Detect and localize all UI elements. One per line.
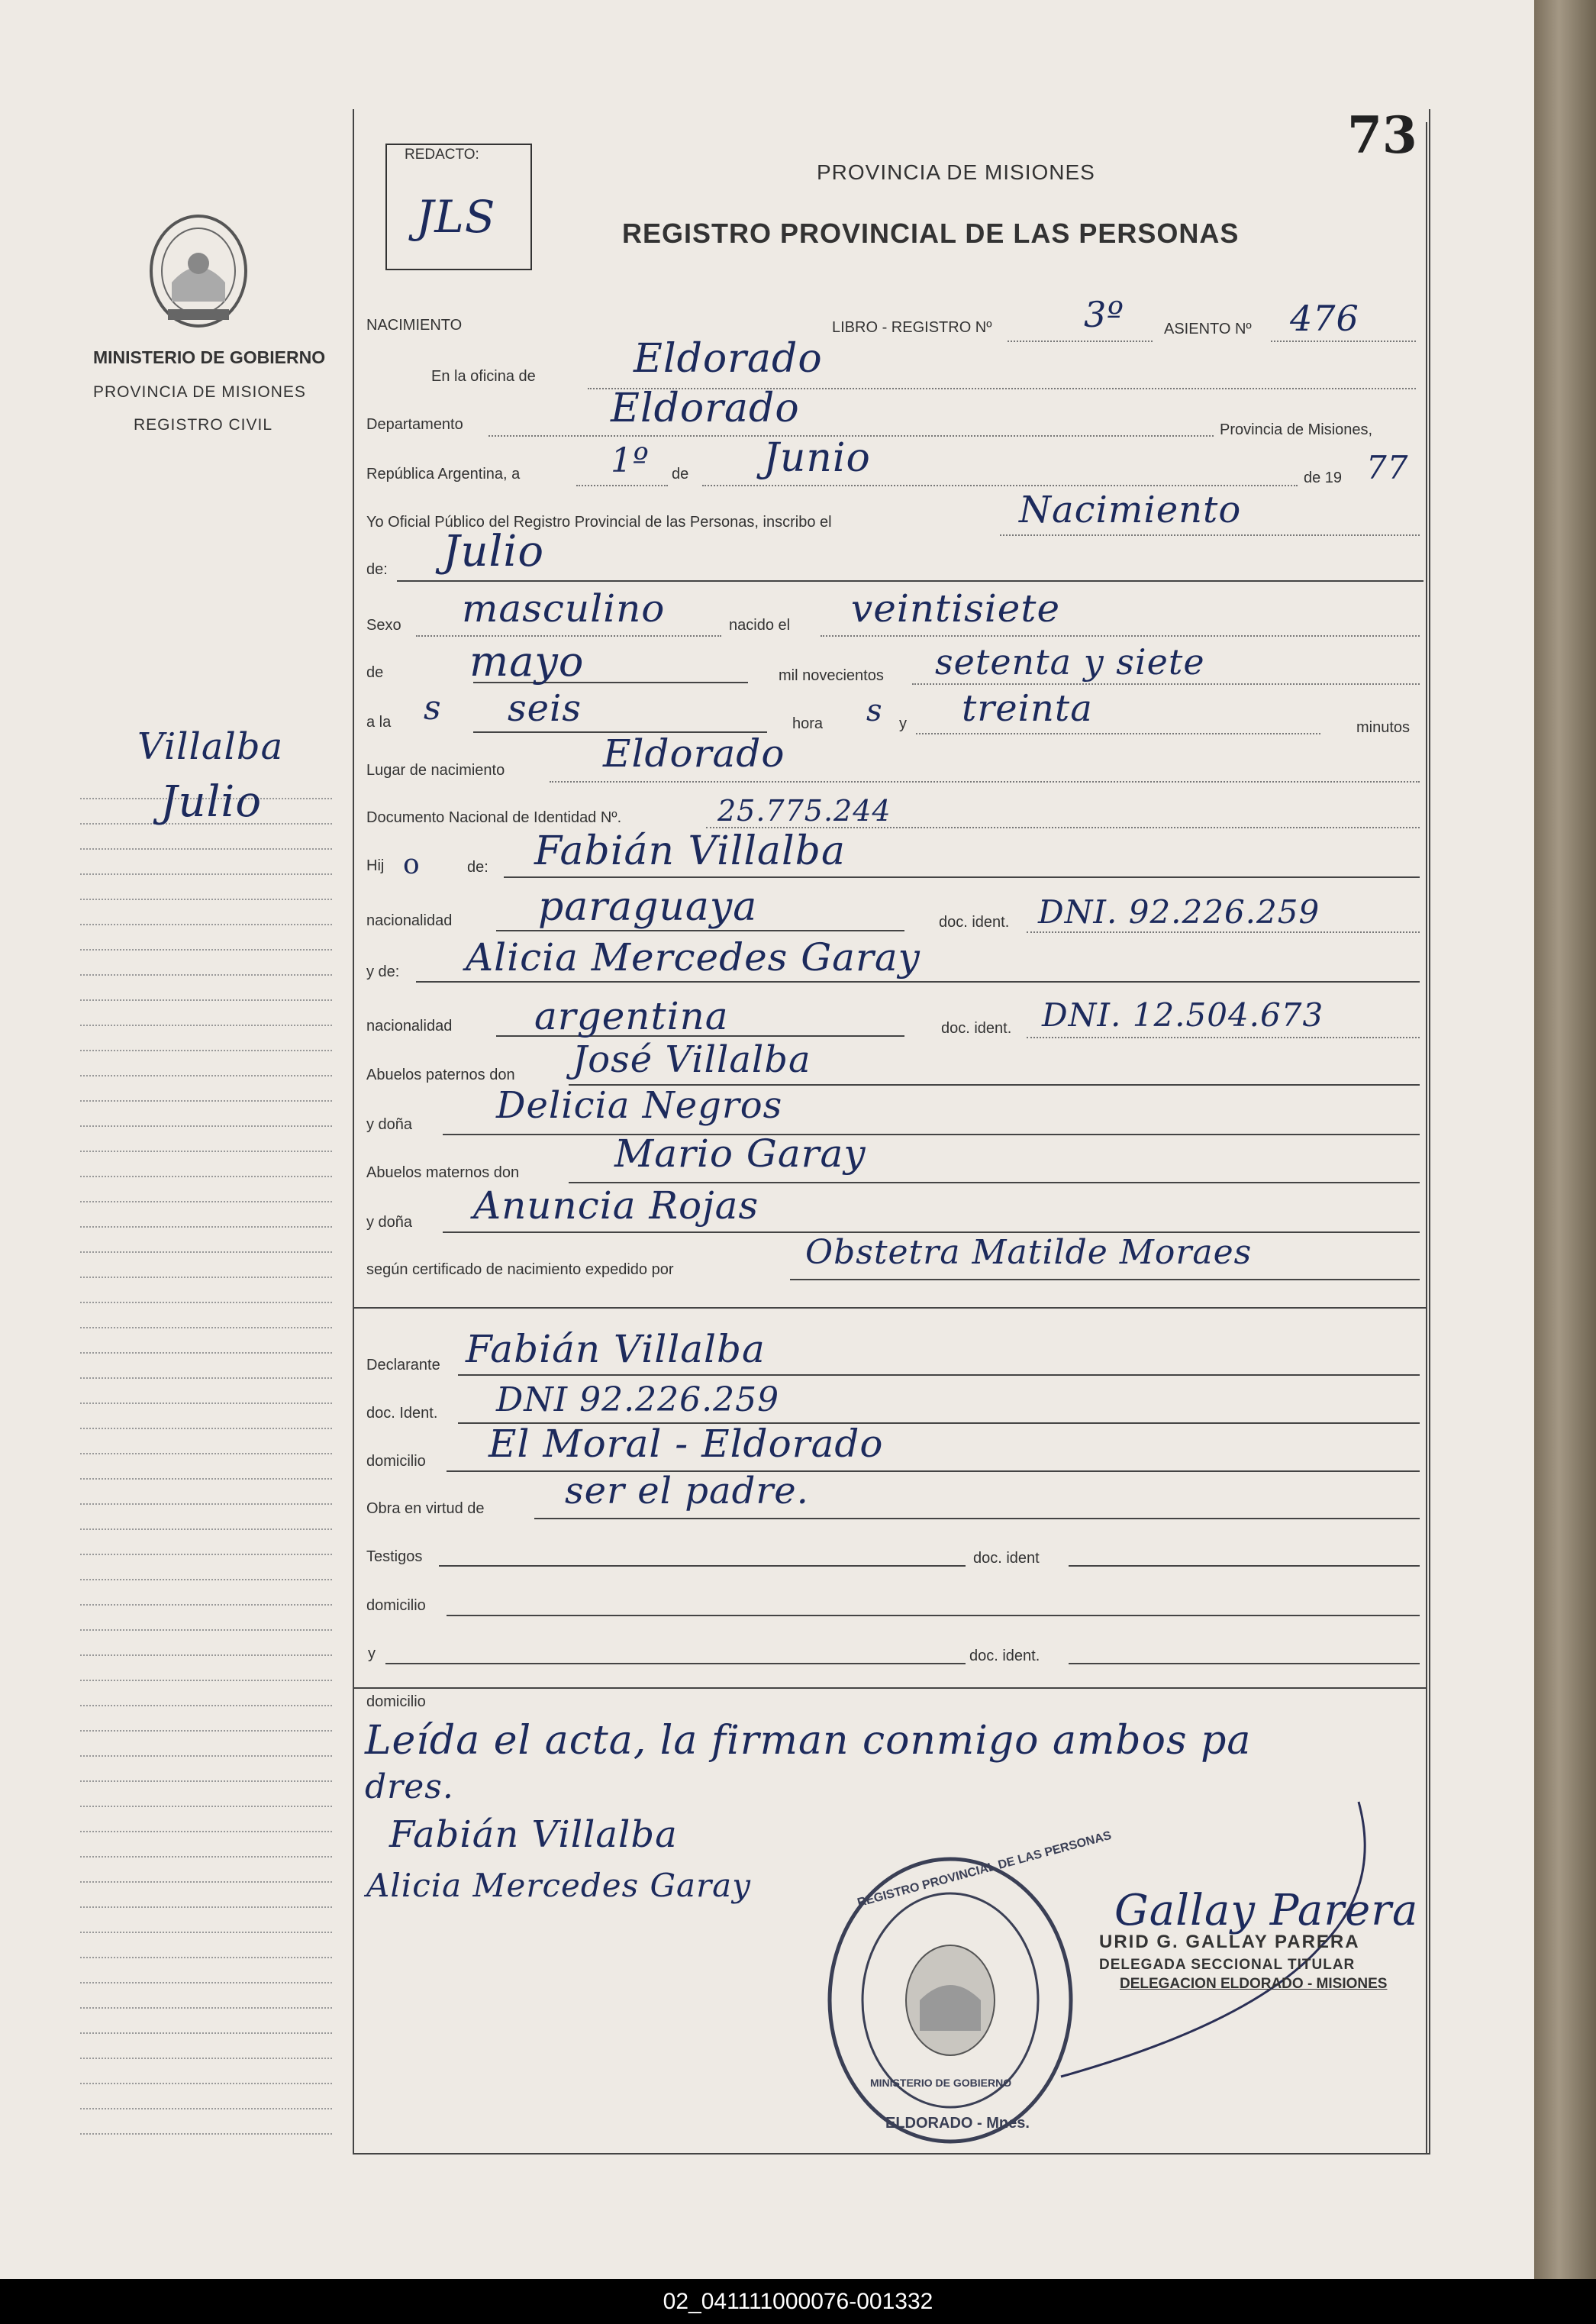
sidebar-provincia: PROVINCIA DE MISIONES [93,383,306,401]
margin-rule-line [80,1932,332,1933]
inscribo-value: Nacimiento [1019,489,1242,531]
certificado-value: Obstetra Matilde Moraes [805,1233,1253,1272]
madre-nac-label: nacionalidad [366,1018,453,1035]
margin-rule-line [80,1579,332,1580]
margin-rule-line [80,1528,332,1530]
margin-rule-line [80,1780,332,1782]
margin-rule-line [80,1277,332,1278]
margin-rule-line [80,1377,332,1379]
margin-rule-line [80,1503,332,1505]
certificado-label: según certificado de nacimiento expedido por [366,1261,674,1278]
margin-note-name: Julio [160,777,263,827]
certificado-line [790,1279,1420,1280]
margin-rule-line [80,1680,332,1681]
madre-value: Alicia Mercedes Garay [466,935,921,980]
domicilio-label2: domicilio [366,1597,426,1614]
nombre-line [397,580,1424,582]
ala-value: s [424,689,442,728]
margin-rule-line [80,1730,332,1732]
hora-value: seis [508,687,582,730]
republica-label: República Argentina, a [366,466,521,483]
margin-rule-line [80,1629,332,1631]
margin-rule-line [80,2032,332,2034]
dni-label: Documento Nacional de Identidad Nº. [366,809,622,826]
hijo-label: Hij [366,857,385,874]
padre-nac-value: paraguaya [538,884,758,930]
margin-rule-line [80,848,332,850]
margin-rule-line [80,1453,332,1454]
y-label2: y [368,1645,376,1662]
mes-nac-value: mayo [469,637,585,686]
nombre-value: Julio [443,527,545,576]
book-edge [1534,0,1596,2279]
margin-rule-line [80,1176,332,1177]
section-separator [353,1307,1427,1309]
declarante-doc-value: DNI 92.226.259 [496,1380,780,1419]
hora-label: hora [792,715,824,732]
mes-line [702,485,1298,486]
margin-rule-line [80,1906,332,1908]
margin-rule-line [80,1226,332,1228]
asiento-line [1271,341,1416,342]
provincia-suffix: Provincia de Misiones, [1220,421,1373,438]
margin-rule-line [80,1402,332,1404]
testigos-label: Testigos [366,1548,423,1565]
abuelos-pat-label: Abuelos paternos don [366,1067,515,1083]
madre-doc-line [1027,1037,1420,1038]
obra-value: ser el padre. [565,1470,809,1512]
hijo-de-label: de: [467,859,488,876]
padre-doc-value: DNI. 92.226.259 [1038,893,1320,931]
oficina-value: Eldorado [634,336,823,382]
stamp-bottom-text: ELDORADO - Mnes. [885,2115,1030,2132]
libro-value: 3º [1084,294,1124,335]
margin-rule-line [80,1251,332,1253]
padre-doc-label: doc. ident. [939,914,1010,931]
dona-pat-label: y doña [366,1116,413,1133]
minutos-label: minutos [1356,719,1411,736]
margin-rule-line [80,1025,332,1026]
stamp-inner-text: MINISTERIO DE GOBIERNO [870,2077,1012,2089]
inscribo-line [1000,534,1420,536]
sexo-line [416,635,721,637]
abuelos-mat-label: Abuelos maternos don [366,1164,520,1181]
testigo2-line [385,1663,966,1664]
header-registro: REGISTRO PROVINCIAL DE LAS PERSONAS [622,218,1240,249]
abuela-pat-value: Delicia Negros [496,1084,783,1127]
dia-nac-value: veintisiete [851,586,1061,631]
official-office: DELEGACION ELDORADO - MISIONES [1120,1976,1388,1992]
margin-rule-line [80,1705,332,1706]
margin-rule-line [80,1201,332,1202]
testigos-doc-label: doc. ident [973,1550,1040,1567]
margin-rule-line [80,2058,332,2059]
margin-rule-line [80,1352,332,1354]
sexo-value: masculino [462,586,666,631]
ala-label: a la [366,714,392,731]
domicilio-line3 [353,1687,1427,1689]
padre-nac-label: nacionalidad [366,912,453,929]
lugar-line [550,781,1420,783]
margin-rule-line [80,1654,332,1656]
margin-rule-line [80,1881,332,1883]
testigo2-doc-label: doc. ident. [969,1648,1040,1664]
official-title: DELEGADA SECCIONAL TITULAR [1099,1957,1356,1973]
margin-note-surname: Villalba [137,725,284,768]
header-provincia: PROVINCIA DE MISIONES [817,160,1095,184]
margin-rule-line [80,1554,332,1555]
obra-label: Obra en virtud de [366,1500,485,1517]
abuela-mat-value: Anuncia Rojas [473,1183,759,1228]
dia-line [576,485,668,486]
domicilio-label: domicilio [366,1453,426,1470]
oficina-label: En la oficina de [431,368,536,385]
frame-right [1426,122,1427,2153]
domicilio-line2 [447,1615,1420,1616]
lugar-label: Lugar de nacimiento [366,762,505,779]
madre-nac-value: argentina [534,994,729,1038]
dia-value: 1º [611,441,650,480]
margin-rule-line [80,1428,332,1429]
minutos-value: treinta [962,687,1093,730]
stamp-ring-text: REGISTRO PROVINCIAL DE LAS PERSONAS [856,1829,1113,1910]
margin-rule-line [80,1302,332,1303]
testigos-line [439,1565,966,1567]
margin-rule-line [80,899,332,900]
asiento-value: 476 [1290,298,1359,339]
departamento-label: Departamento [366,416,463,433]
leida-text-line2: dres. [365,1767,454,1806]
margin-rule-line [80,1478,332,1480]
declarante-value: Fabián Villalba [466,1327,766,1371]
margin-rule-line [80,1856,332,1858]
margin-rule-line [80,1957,332,1958]
testigos-doc-line [1069,1565,1420,1567]
madre-doc-label: doc. ident. [941,1020,1012,1037]
departamento-value: Eldorado [611,386,800,431]
margin-rule-line [80,2133,332,2135]
madre-doc-value: DNI. 12.504.673 [1042,996,1324,1034]
padre-line [504,876,1420,878]
ministerio-seal-icon [141,210,256,332]
lugar-value: Eldorado [603,731,785,776]
margin-rule-line [80,1125,332,1127]
margin-rule-line [80,1050,332,1051]
hora-suffix: s [866,693,883,728]
abuelo-pat-value: José Villalba [572,1038,811,1081]
madre-line [416,981,1420,983]
de-label2: de: [366,561,388,578]
redacto-initials: JLS [416,191,496,243]
padre-doc-line [1027,931,1420,933]
abuelo-mat-value: Mario Garay [614,1131,866,1176]
dni-value: 25.775.244 [717,794,892,828]
margin-rule-line [80,1075,332,1076]
margin-rule-line [80,1806,332,1807]
obra-line [534,1518,1420,1519]
oficial-text: Yo Oficial Público del Registro Provincial de las Personas, inscribo el [366,514,832,531]
nacimiento-label: NACIMIENTO [366,317,463,334]
sidebar-registro: REGISTRO CIVIL [134,416,273,434]
margin-rule-line [80,1100,332,1102]
doc-ident-label: doc. Ident. [366,1405,438,1422]
firma-madre: Alicia Mercedes Garay [366,1867,751,1904]
asiento-label: ASIENTO Nº [1164,321,1252,337]
margin-rule-line [80,1151,332,1152]
leida-text-line1: Leída el acta, la firman conmigo ambos pa [365,1718,1252,1764]
de-label3: de [366,664,384,681]
anio-nac-value: setenta y siete [935,641,1205,683]
de-anio-label: de 19 [1304,470,1343,486]
official-signature: Gallay Parera [1114,1886,1419,1935]
abuela-pat-line [443,1134,1420,1135]
dona-mat-label: y doña [366,1214,413,1231]
yde-label: y de: [366,963,400,980]
margin-rule-line [80,999,332,1001]
footer-id: 02_041111000076-001332 [0,2279,1596,2324]
redacto-label: REDACTO: [405,147,479,163]
official-name: URID G. GALLAY PARERA [1099,1932,1360,1952]
testigo2-doc-line [1069,1663,1420,1664]
mil-label: mil novecientos [779,667,884,684]
margin-rule-line [80,974,332,976]
dia-nac-line [821,635,1420,637]
margin-rule-line [80,1831,332,1832]
anio-nac-line [912,683,1420,685]
padre-value: Fabián Villalba [534,828,846,874]
nacido-label: nacido el [729,617,791,634]
declarante-line [458,1374,1420,1376]
domicilio-value: El Moral - Eldorado [488,1422,884,1466]
y-label: y [899,715,907,732]
mes-value: Junio [763,435,871,481]
margin-rule-line [80,1604,332,1606]
margin-rule-line [80,2007,332,2009]
page-number: 73 [1347,105,1417,165]
domicilio-label3: domicilio [366,1693,426,1710]
libro-label: LIBRO - REGISTRO Nº [832,319,992,336]
margin-rule-line [80,873,332,875]
declarante-label: Declarante [366,1357,440,1373]
margin-rule-line [80,1755,332,1757]
margin-rule-line [80,949,332,951]
libro-line [1008,341,1153,342]
margin-rule-line [80,2083,332,2084]
de-label: de [672,466,689,483]
margin-rule-line [80,1327,332,1328]
margin-rule-line [80,2108,332,2109]
margin-rule-line [80,1982,332,1983]
minutos-line [916,733,1320,734]
registro-stamp-icon [821,1848,1080,2153]
anio-value: 77 [1366,449,1409,486]
sidebar-ministerio: MINISTERIO DE GOBIERNO [93,347,326,367]
hijo-suffix: o [403,849,421,880]
margin-rule-line [80,924,332,925]
firma-padre: Fabián Villalba [389,1813,678,1856]
sexo-label: Sexo [366,617,401,634]
padre-nac-line [496,930,904,931]
frame-top-left [353,109,354,2153]
